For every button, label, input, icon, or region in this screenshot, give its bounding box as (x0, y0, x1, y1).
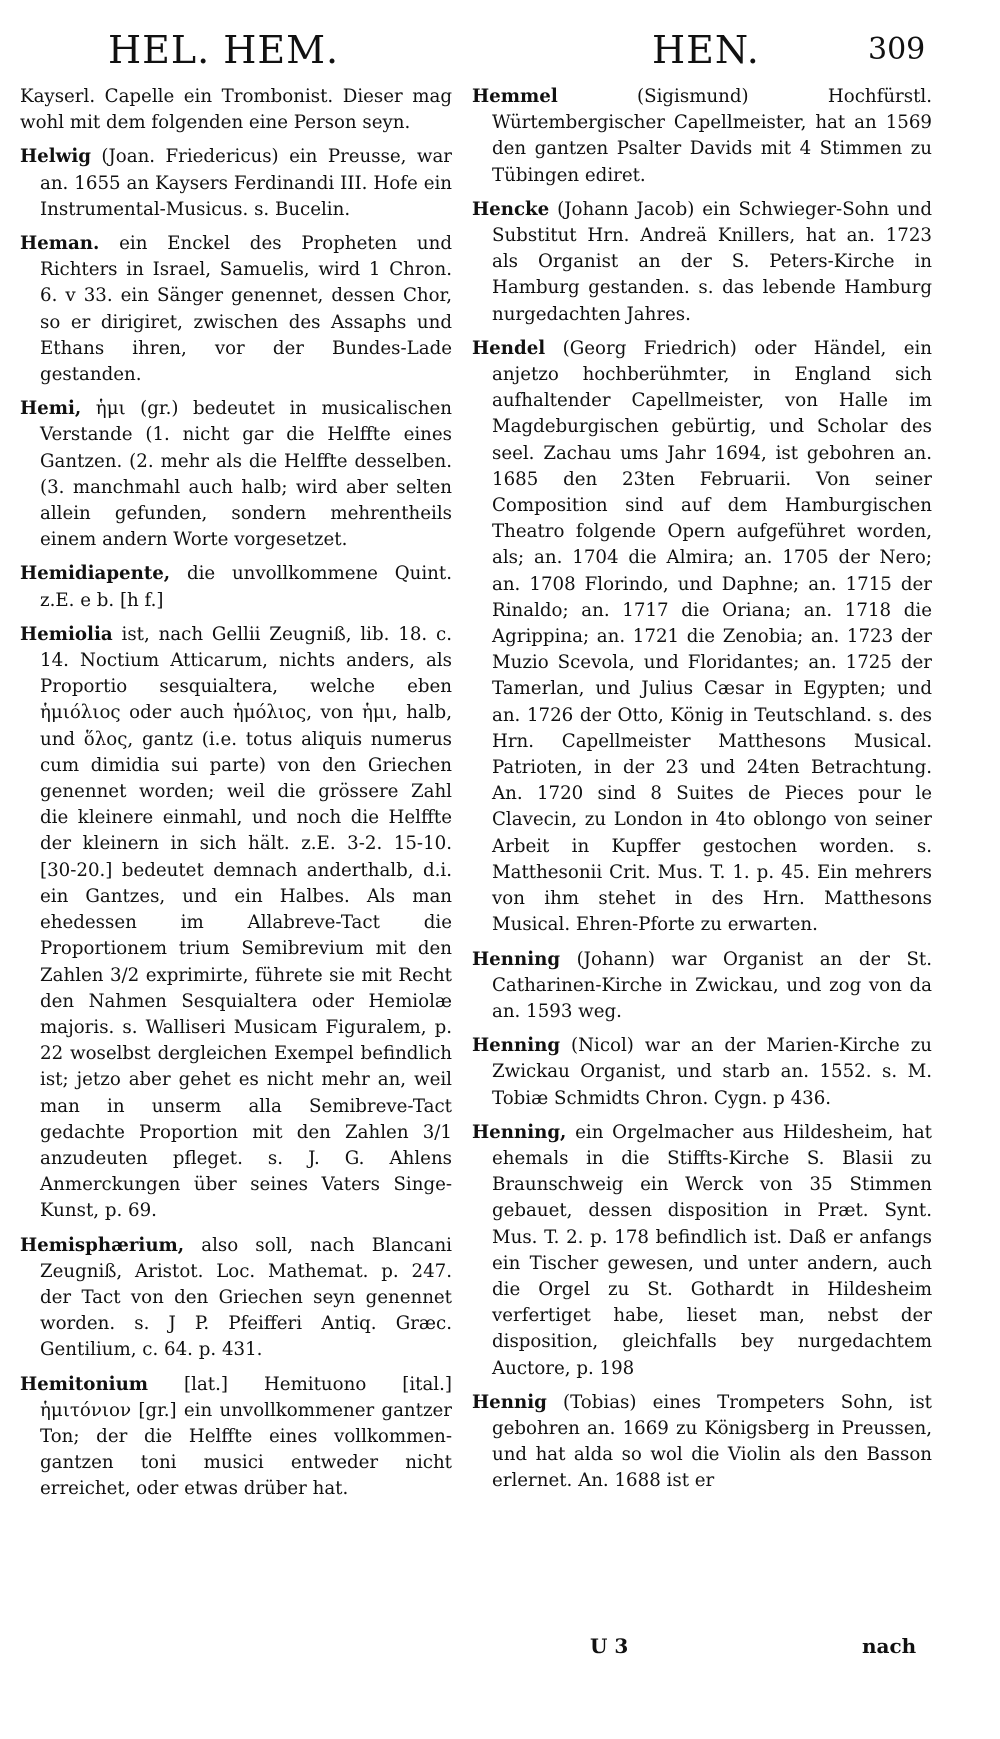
entry-text: ein Enckel des Propheten und Richters in Israel, Samuelis, wird 1 Chron. 6. v 33. ein Sänger genennet, dessen Chor, so er dirigiret, zwischen des Assaphs und Ethans ihren, vor der Bundes-Lade gestanden. (40, 233, 452, 386)
entry-text: [lat.] Hemituono [ital.] ἡμιτόνιον [gr.] ein unvollkommener gantzer Ton; der die Helffte eines vollkommen-gantzen toni musici entweder nicht erreichet, oder etwas drüber hat. (40, 1373, 452, 1500)
dictionary-entry (472, 336, 932, 939)
dictionary-entry (20, 84, 452, 136)
entry-text: ἡμι (gr.) bedeutet in musicalischen Verstande (1. nicht gar die Helffte eines Gantzen. (2. mehr als die Helffte desselben. (3. manchmahl auch halb; wird aber selten allein gefunden, sondern mehrentheils einem andern Worte vorgesetzet. (40, 398, 452, 551)
dictionary-entry (20, 1233, 452, 1364)
entry-text: (Johann Jacob) ein Schwieger-Sohn und Substitut Hrn. Andreä Knillers, hat an. 1723 als Organist an der S. Peters-Kirche in Hamburg gestanden. s. das lebende Hamburg nurgedachten Jahres. (492, 198, 932, 325)
dictionary-entry (20, 396, 452, 553)
dictionary-entry (472, 1390, 932, 1495)
dictionary-entry (472, 84, 932, 189)
right-column (472, 84, 932, 1503)
entry-text: (Nicol) war an der Marien-Kirche zu Zwickau Organist, und starb an. 1552. s. M. Tobiæ Schmidts Chron. Cygn. p 436. (492, 1035, 932, 1109)
entry-headword: Henning (472, 948, 561, 970)
entry-headword: Hemi, (20, 398, 82, 420)
entry-text: ist, nach Gellii Zeugniß, lib. 18. c. 14. Noctium Atticarum, nichts anders, als Proportio sesquialtera, welche eben ἡμιόλιος oder auch ἡμόλιος, von ἡμι, halb, und ὅλος, gantz (i.e. totus aliquis numerus cum dimidia sui parte) von den Griechen genennet worden; weil die grössere Zahl die kleinere einmahl, und noch die Helffte der kleinern in sich hält. z.E. 3-2. 15-10. [30-20.] bedeutet demnach anderthalb, d.i. ein Gantzes, und ein Halbes. Als man ehedessen im Allabreve-Tact die Proportionem trium Semibrevium mit den Zahlen 3/2 exprimirte, führete sie mit Recht den Nahmen Sesquialtera oder Hemiolæ majoris. s. Walliseri Musicam Figuralem, p. 22 woselbst dergleichen Exempel befindlich ist; jetzo aber gehet es nicht mehr an, weil man in unserm alla Semibreve-Tact gedachte Proportion mit den Zahlen 3/1 anzudeuten pfleget. s. J. G. Ahlens Anmerckungen über seines Vaters Singe-Kunst, p. 69. (40, 623, 452, 1222)
signature-mark: U 3 (590, 1634, 629, 1658)
entry-headword: Hendel (472, 337, 546, 359)
entry-text: Kayserl. Capelle ein Trombonist. Dieser mag wohl mit dem folgenden eine Person seyn. (20, 86, 452, 134)
entry-text: (Tobias) eines Trompeters Sohn, ist gebohren an. 1669 zu Königsberg in Preussen, und hat alda so wol die Violin als den Basson erlernet. An. 1688 ist er (492, 1391, 932, 1492)
entry-text: die unvollkommene Quint. z.E. e b. [h f.] (40, 563, 452, 611)
page-header (0, 28, 1000, 88)
dictionary-entry (472, 947, 932, 1026)
entry-headword: Henning (472, 1035, 561, 1057)
running-head-left: HEL. HEM. (108, 28, 340, 72)
entry-headword: Helwig (20, 146, 91, 168)
page-number: 309 (868, 32, 926, 67)
catchword: nach (862, 1634, 917, 1658)
dictionary-entry (20, 231, 452, 388)
dictionary-entry (20, 144, 452, 223)
entry-headword: Hemisphærium, (20, 1234, 185, 1256)
entry-headword: Hemmel (472, 86, 558, 107)
entry-headword: Hencke (472, 198, 550, 220)
dictionary-entry (20, 561, 452, 613)
dictionary-entry (20, 1372, 452, 1503)
dictionary-entry (472, 1033, 932, 1112)
page-footer (0, 1634, 1000, 1674)
entry-text: ein Orgelmacher aus Hildesheim, hat ehemals in die Stiffts-Kirche S. Blasii zu Braunschweig ein Werck von 35 Stimmen gebauet, dessen disposition in Præt. Synt. Mus. T. 2. p. 178 befindlich ist. Daß er anfangs ein Tischer gewesen, und unter andern, auch die Orgel zu St. Gothardt in Hildesheim verfertiget habe, lieset man, nebst der disposition, gleichfalls bey nurgedachtem Auctore, p. 198 (492, 1121, 932, 1379)
left-column (20, 84, 452, 1511)
dictionary-entry (20, 622, 452, 1225)
entry-text: (Georg Friedrich) oder Händel, ein anjetzo hochberühmter, in England sich aufhaltender Capellmeister, von Halle im Magdeburgischen gebürtig, und Scholar des seel. Zachau ums Jahr 1694, ist gebohren an. 1685 den 23ten Februarii. Von seiner Composition sind auf dem Hamburgischen Theatro folgende Opern aufgeführet worden, als; an. 1704 die Almira; an. 1705 der Nero; an. 1708 Florindo, und Daphne; an. 1715 der Rinaldo; an. 1717 die Oriana; an. 1718 die Agrippina; an. 1721 die Zenobia; an. 1723 der Muzio Scevola, und Floridantes; an. 1725 der Tamerlan, und Julius Cæsar in Egypten; und an. 1726 der Otto, König in Teutschland. s. des Hrn. Capellmeister Matthesons Musical. Patrioten, in der 23 und 24ten Betrachtung. An. 1720 sind 8 Suites de Pieces pour le Clavecin, zu London in 4to oblongo von seiner Arbeit in Kupffer gestochen worden. s. Matthesonii Crit. Mus. T. 1. p. 45. Ein mehrers von ihm stehet in des Hrn. Matthesons Musical. Ehren-Pforte zu erwarten. (492, 337, 932, 936)
entry-headword: Hemidiapente, (20, 563, 171, 585)
dictionary-entry (472, 1120, 932, 1382)
running-head-center: HEN. (652, 28, 760, 72)
entry-text: also soll, nach Blancani Zeugniß, Aristot. Loc. Mathemat. p. 247. der Tact von den Griechen seyn genennet worden. s. J P. Pfeifferi Antiq. Græc. Gentilium, c. 64. p. 431. (40, 1234, 452, 1361)
dictionary-entry (472, 197, 932, 328)
entry-text: (Joan. Friedericus) ein Preusse, war an. 1655 an Kaysers Ferdinandi III. Hofe ein Instrumental-Musicus. s. Bucelin. (40, 146, 452, 220)
entry-headword: Heman. (20, 233, 100, 255)
entry-headword: Hemiolia (20, 623, 113, 645)
entry-headword: Henning, (472, 1121, 567, 1143)
entry-headword: Hennig (472, 1391, 547, 1413)
entry-text: (Sigismund) Hochfürstl. Würtembergischer Capellmeister, hat an 1569 den gantzen Psalter Davids mit 4 Stimmen zu Tübingen ediret. (492, 86, 932, 186)
entry-headword: Hemitonium (20, 1373, 149, 1395)
entry-text: (Johann) war Organist an der St. Catharinen-Kirche in Zwickau, und zog von da an. 1593 weg. (492, 948, 932, 1022)
